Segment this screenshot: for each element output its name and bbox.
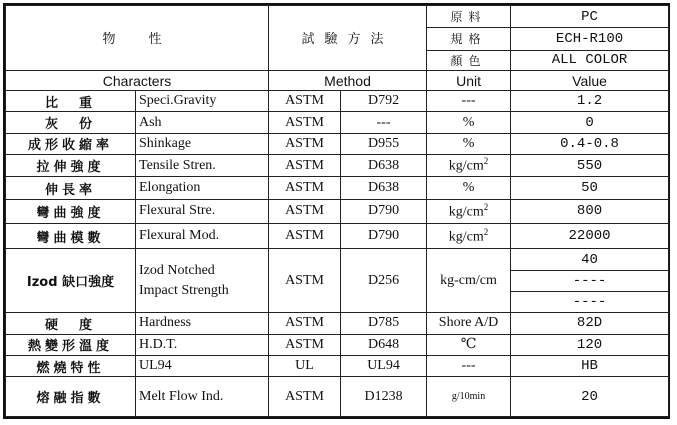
method-code: D1238 — [341, 377, 427, 417]
value: 50 — [511, 177, 669, 199]
property-zh: 燃燒特性 — [6, 355, 136, 376]
method-header: Method — [269, 70, 427, 90]
property-zh: 伸長率 — [6, 177, 136, 199]
property-en: Tensile Stren. — [136, 155, 269, 177]
standard: ASTM — [269, 91, 341, 112]
unit: % — [427, 112, 511, 133]
unit: --- — [427, 91, 511, 112]
property-en: Elongation — [136, 177, 269, 199]
value: 1.2 — [511, 91, 669, 112]
value: 22000 — [511, 224, 669, 249]
property-zh: 硬 度 — [6, 313, 136, 334]
color-value: ALL COLOR — [511, 50, 669, 70]
table-row — [6, 224, 669, 249]
value: 82D — [511, 313, 669, 334]
table-row — [6, 199, 669, 223]
izod-en-line1: Izod Notched — [139, 262, 215, 278]
table-row — [6, 334, 669, 355]
unit: --- — [427, 355, 511, 376]
unit-header: Unit — [427, 70, 511, 90]
value: 20 — [511, 377, 669, 417]
unit-superscript: 2 — [483, 156, 489, 167]
material-label: 原料 — [427, 6, 511, 28]
method-code: D638 — [341, 177, 427, 199]
standard: ASTM — [269, 377, 341, 417]
method-code: D638 — [341, 155, 427, 177]
izod-property-zh: Izod 缺口強度 — [6, 249, 136, 313]
property-en: Flexural Stre. — [136, 199, 269, 223]
table-row — [6, 133, 669, 154]
spec-table — [5, 5, 669, 417]
table-row — [6, 155, 669, 177]
unit: % — [427, 177, 511, 199]
property-en: Speci.Gravity — [136, 91, 269, 112]
unit — [427, 224, 511, 249]
izod-en-line2: Impact Strength — [139, 282, 229, 298]
spec-sheet — [3, 3, 670, 419]
standard: ASTM — [269, 177, 341, 199]
unit: ℃ — [427, 334, 511, 355]
value: HB — [511, 355, 669, 376]
unit-superscript: 2 — [483, 202, 489, 213]
standard: ASTM — [269, 224, 341, 249]
unit-superscript: 2 — [483, 226, 489, 237]
unit-text: kg/cm — [448, 159, 484, 175]
unit-text: kg/cm — [448, 204, 484, 220]
value: 120 — [511, 334, 669, 355]
value: 0 — [511, 112, 669, 133]
method-code: D790 — [341, 224, 427, 249]
unit: g/10min — [427, 377, 511, 417]
grade-label: 規格 — [427, 28, 511, 50]
grade-value: ECH-R100 — [511, 28, 669, 50]
method-code: UL94 — [341, 355, 427, 376]
table-row — [6, 313, 669, 334]
property-en: Flexural Mod. — [136, 224, 269, 249]
unit — [427, 155, 511, 177]
method-code: D648 — [341, 334, 427, 355]
property-zh: 成形收縮率 — [6, 133, 136, 154]
value-header: Value — [511, 70, 669, 90]
izod-value-2: ---- — [511, 270, 669, 291]
color-label: 顏色 — [427, 50, 511, 70]
standard: ASTM — [269, 133, 341, 154]
property-header-zh: 物 性 — [6, 6, 269, 71]
izod-value-1: 40 — [511, 249, 669, 270]
table-row — [6, 377, 669, 417]
unit: % — [427, 133, 511, 154]
izod-row — [6, 249, 669, 270]
property-en: UL94 — [136, 355, 269, 376]
standard: ASTM — [269, 313, 341, 334]
unit-text: kg/cm — [448, 229, 484, 245]
property-zh: 熔融指數 — [6, 377, 136, 417]
izod-property-en — [136, 249, 269, 313]
property-en: Melt Flow Ind. — [136, 377, 269, 417]
standard: ASTM — [269, 334, 341, 355]
property-zh: 拉伸強度 — [6, 155, 136, 177]
method-code: D785 — [341, 313, 427, 334]
standard: ASTM — [269, 155, 341, 177]
unit — [427, 199, 511, 223]
method-code: D790 — [341, 199, 427, 223]
table-row — [6, 355, 669, 376]
property-zh: 彎曲模數 — [6, 224, 136, 249]
property-en: H.D.T. — [136, 334, 269, 355]
table-row — [6, 91, 669, 112]
material-value: PC — [511, 6, 669, 28]
table-row — [6, 177, 669, 199]
property-en: Ash — [136, 112, 269, 133]
test-method-header-zh: 試驗方法 — [269, 6, 427, 71]
property-zh: 比 重 — [6, 91, 136, 112]
method-code: D792 — [341, 91, 427, 112]
standard: UL — [269, 355, 341, 376]
value: 800 — [511, 199, 669, 223]
izod-unit: kg-cm/cm — [427, 249, 511, 313]
characters-header: Characters — [6, 70, 269, 90]
izod-value-3: ---- — [511, 292, 669, 313]
table-row — [6, 112, 669, 133]
property-zh: 熱變形溫度 — [6, 334, 136, 355]
property-en: Shinkage — [136, 133, 269, 154]
method-code: --- — [341, 112, 427, 133]
method-code: D955 — [341, 133, 427, 154]
standard: ASTM — [269, 112, 341, 133]
property-en: Hardness — [136, 313, 269, 334]
value: 0.4-0.8 — [511, 133, 669, 154]
izod-standard: ASTM — [269, 249, 341, 313]
property-zh: 彎曲強度 — [6, 199, 136, 223]
property-zh: 灰 份 — [6, 112, 136, 133]
izod-method-code: D256 — [341, 249, 427, 313]
unit: Shore A/D — [427, 313, 511, 334]
standard: ASTM — [269, 199, 341, 223]
value: 550 — [511, 155, 669, 177]
